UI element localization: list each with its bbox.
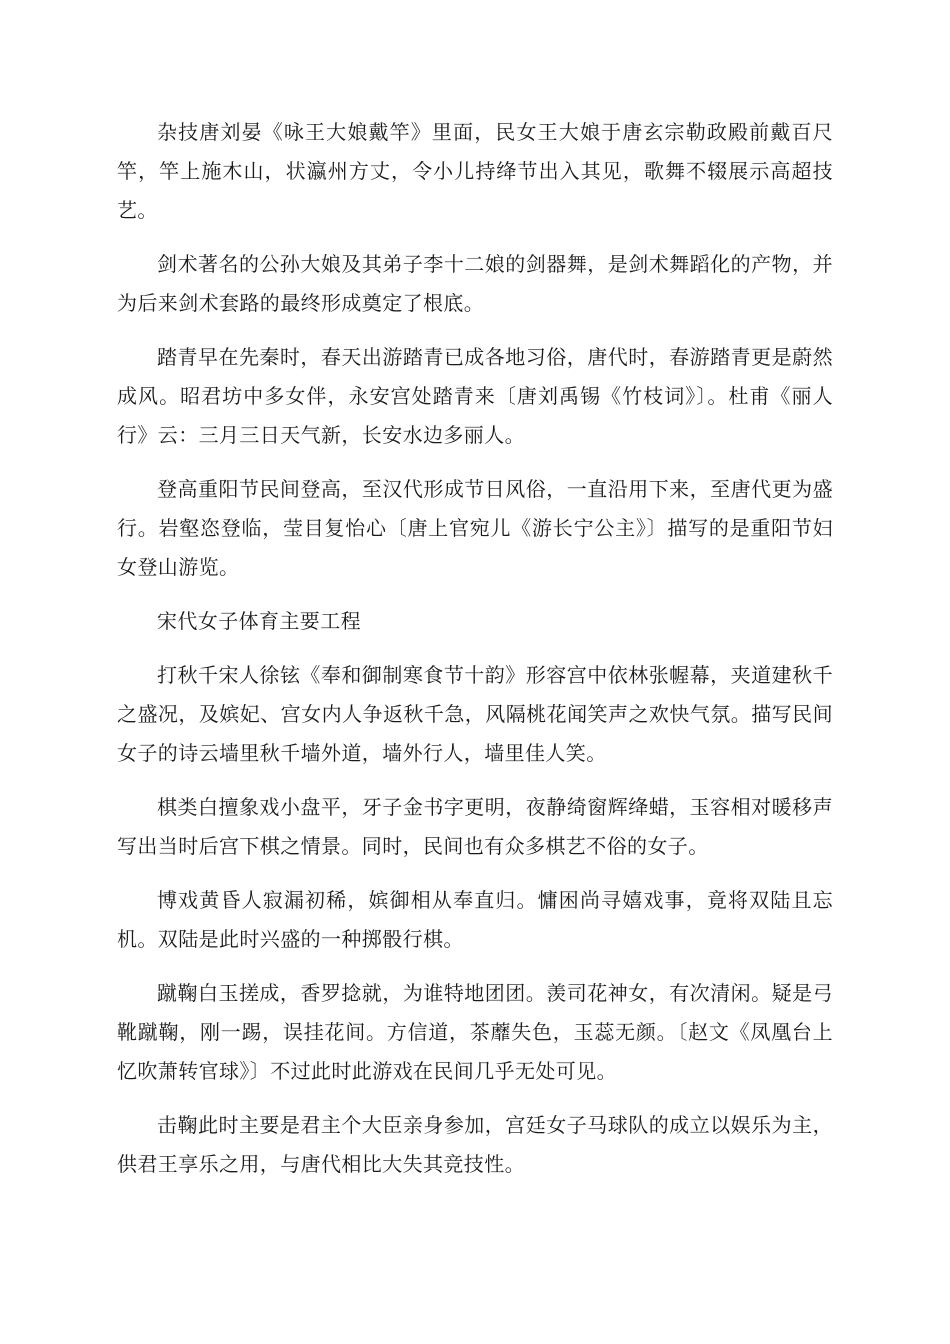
paragraph-swordplay: 剑术著名的公孙大娘及其弟子李十二娘的剑器舞，是剑术舞蹈化的产物，并为后来剑术套路的最终形成奠定了根底。 <box>117 252 833 315</box>
paragraph-cuju: 蹴鞠白玉搓成，香罗捻就，为谁特地团团。羡司花神女，有次清闲。疑是弓靴蹴鞠，刚一踢，误挂花间。方信道，茶蘼失色，玉蕊无颜。〔赵文《凤凰台上忆吹萧转官球》〕不过此时此游戏在民间几乎无处可见。 <box>117 981 833 1083</box>
paragraph-climbing: 登高重阳节民间登高，至汉代形成节日风俗，一直沿用下来，至唐代更为盛行。岩壑恣登临，莹目复怡心〔唐上官宛儿《游长宁公主》〕描写的是重阳节妇女登山游览。 <box>117 477 833 579</box>
section-heading-song-dynasty: 宋代女子体育主要工程 <box>157 609 361 633</box>
paragraph-gambling-games: 博戏黄昏人寂漏初稀，嫔御相从奉直归。慵困尚寻嬉戏事，竟将双陆且忘机。双陆是此时兴盛的一种掷骰行棋。 <box>117 888 833 951</box>
paragraph-acrobatics: 杂技唐刘晏《咏王大娘戴竿》里面，民女王大娘于唐玄宗勒政殿前戴百尺竿，竿上施木山，状瀛州方丈，令小儿持绛节出入其见，歌舞不辍展示高超技艺。 <box>117 120 833 222</box>
paragraph-polo: 击鞠此时主要是君主个大臣亲身参加，宫廷女子马球队的成立以娱乐为主，供君王享乐之用，与唐代相比大失其竞技性。 <box>117 1113 833 1176</box>
paragraph-chess: 棋类白擅象戏小盘平，牙子金书字更明，夜静绮窗辉绛蜡，玉容相对暖移声写出当时后宫下棋之情景。同时，民间也有众多棋艺不俗的女子。 <box>117 795 833 858</box>
paragraph-spring-outing: 踏青早在先秦时，春天出游踏青已成各地习俗，唐代时，春游踏青更是蔚然成风。昭君坊中多女伴，永安宫处踏青来〔唐刘禹锡《竹枝词》〕。杜甫《丽人行》云：三月三日天气新，长安水边多丽人。 <box>117 345 833 447</box>
paragraph-swing: 打秋千宋人徐铉《奉和御制寒食节十韵》形容宫中依林张幄幕，夹道建秋千之盛况，及嫔妃、宫女内人争返秋千急，风隔桃花闻笑声之欢快气氛。描写民间女子的诗云墙里秋千墙外道，墙外行人，墙里佳人笑。 <box>117 663 833 765</box>
document-body <box>117 113 833 1199</box>
